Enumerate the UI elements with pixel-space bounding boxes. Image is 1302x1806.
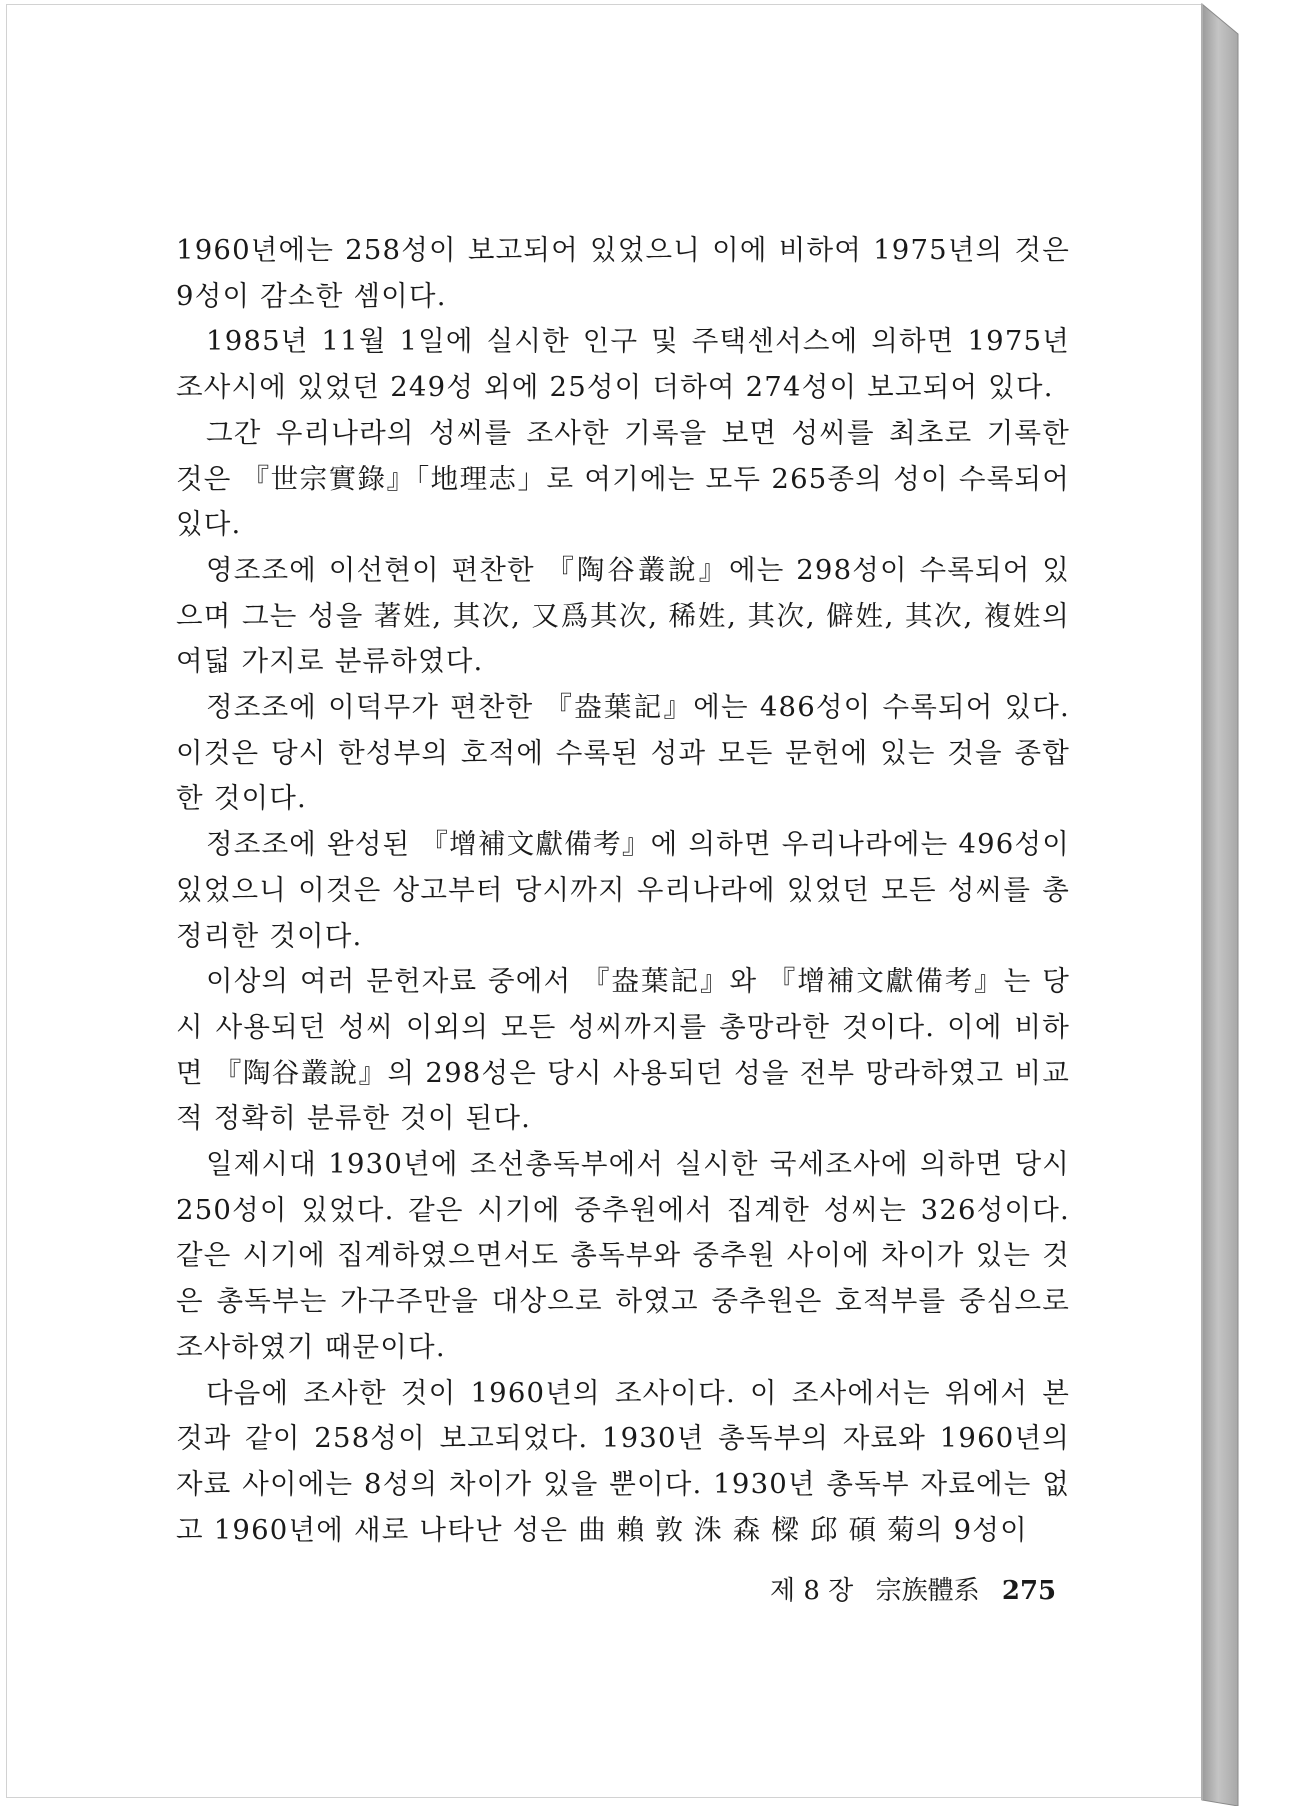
page-body — [176, 228, 1070, 1553]
paragraph: 영조조에 이선현이 편찬한 『陶谷叢說』에는 298성이 수록되어 있으며 그는 성을 著姓, 其次, 又爲其次, 稀姓, 其次, 僻姓, 其次, 複姓의 여덟 가지로 분류하였다. — [176, 553, 1070, 678]
paragraph: 다음에 조사한 것이 1960년의 조사이다. 이 조사에서는 위에서 본 것과 같이 258성이 보고되었다. 1930년 총독부의 자료와 1960년의 자료 사이에는 8성의 차이가 있을 뿐이다. 1930년 총독부 자료에는 없고 1960년에 새로 나타난 성은 曲 賴 敦 洙 森 樑 邱 碩 菊의 9성이 — [176, 1376, 1070, 1546]
paragraph: 그간 우리나라의 성씨를 조사한 기록을 보면 성씨를 최초로 기록한 것은 『世宗實錄』「地理志」로 여기에는 모두 265종의 성이 수록되어 있다. — [176, 416, 1070, 541]
paragraph: 1960년에는 258성이 보고되어 있었으니 이에 비하여 1975년의 것은 9성이 감소한 셈이다. — [176, 234, 1070, 312]
paragraph: 정조조에 완성된 『增補文獻備考』에 의하면 우리나라에는 496성이 있었으니 이것은 상고부터 당시까지 우리나라에 있었던 모든 성씨를 총정리한 것이다. — [176, 828, 1070, 952]
paragraph: 정조조에 이덕무가 편찬한 『盎葉記』에는 486성이 수록되어 있다. 이것은 당시 한성부의 호적에 수록된 성과 모든 문헌에 있는 것을 종합한 것이다. — [176, 691, 1070, 815]
paragraph: 일제시대 1930년에 조선총독부에서 실시한 국세조사에 의하면 당시 250성이 있었다. 같은 시기에 중추원에서 집계한 성씨는 326성이다. 같은 시기에 집계하였으면서도 총독부와 중추원 사이에 차이가 있는 것은 총독부는 가구주만을 대상으로 하였고 중추원은 호적부를 중심으로 조사하였기 때문이다. — [176, 1148, 1070, 1363]
paragraph: 이상의 여러 문헌자료 중에서 『盎葉記』와 『增補文獻備考』는 당시 사용되던 성씨 이외의 모든 성씨까지를 총망라한 것이다. 이에 비하면 『陶谷叢說』의 298성은 당시 사용되던 성을 전부 망라하였고 비교적 정확히 분류한 것이 된다. — [176, 965, 1070, 1135]
chapter-label: 제 8 장 — [770, 1576, 854, 1606]
page-number: 275 — [1001, 1576, 1057, 1606]
chapter-title: 宗族體系 — [875, 1576, 980, 1606]
page-footer — [770, 1570, 1070, 1607]
paragraph: 1985년 11월 1일에 실시한 인구 및 주택센서스에 의하면 1975년 조사시에 있었던 249성 외에 25성이 더하여 274성이 보고되어 있다. — [176, 325, 1070, 404]
